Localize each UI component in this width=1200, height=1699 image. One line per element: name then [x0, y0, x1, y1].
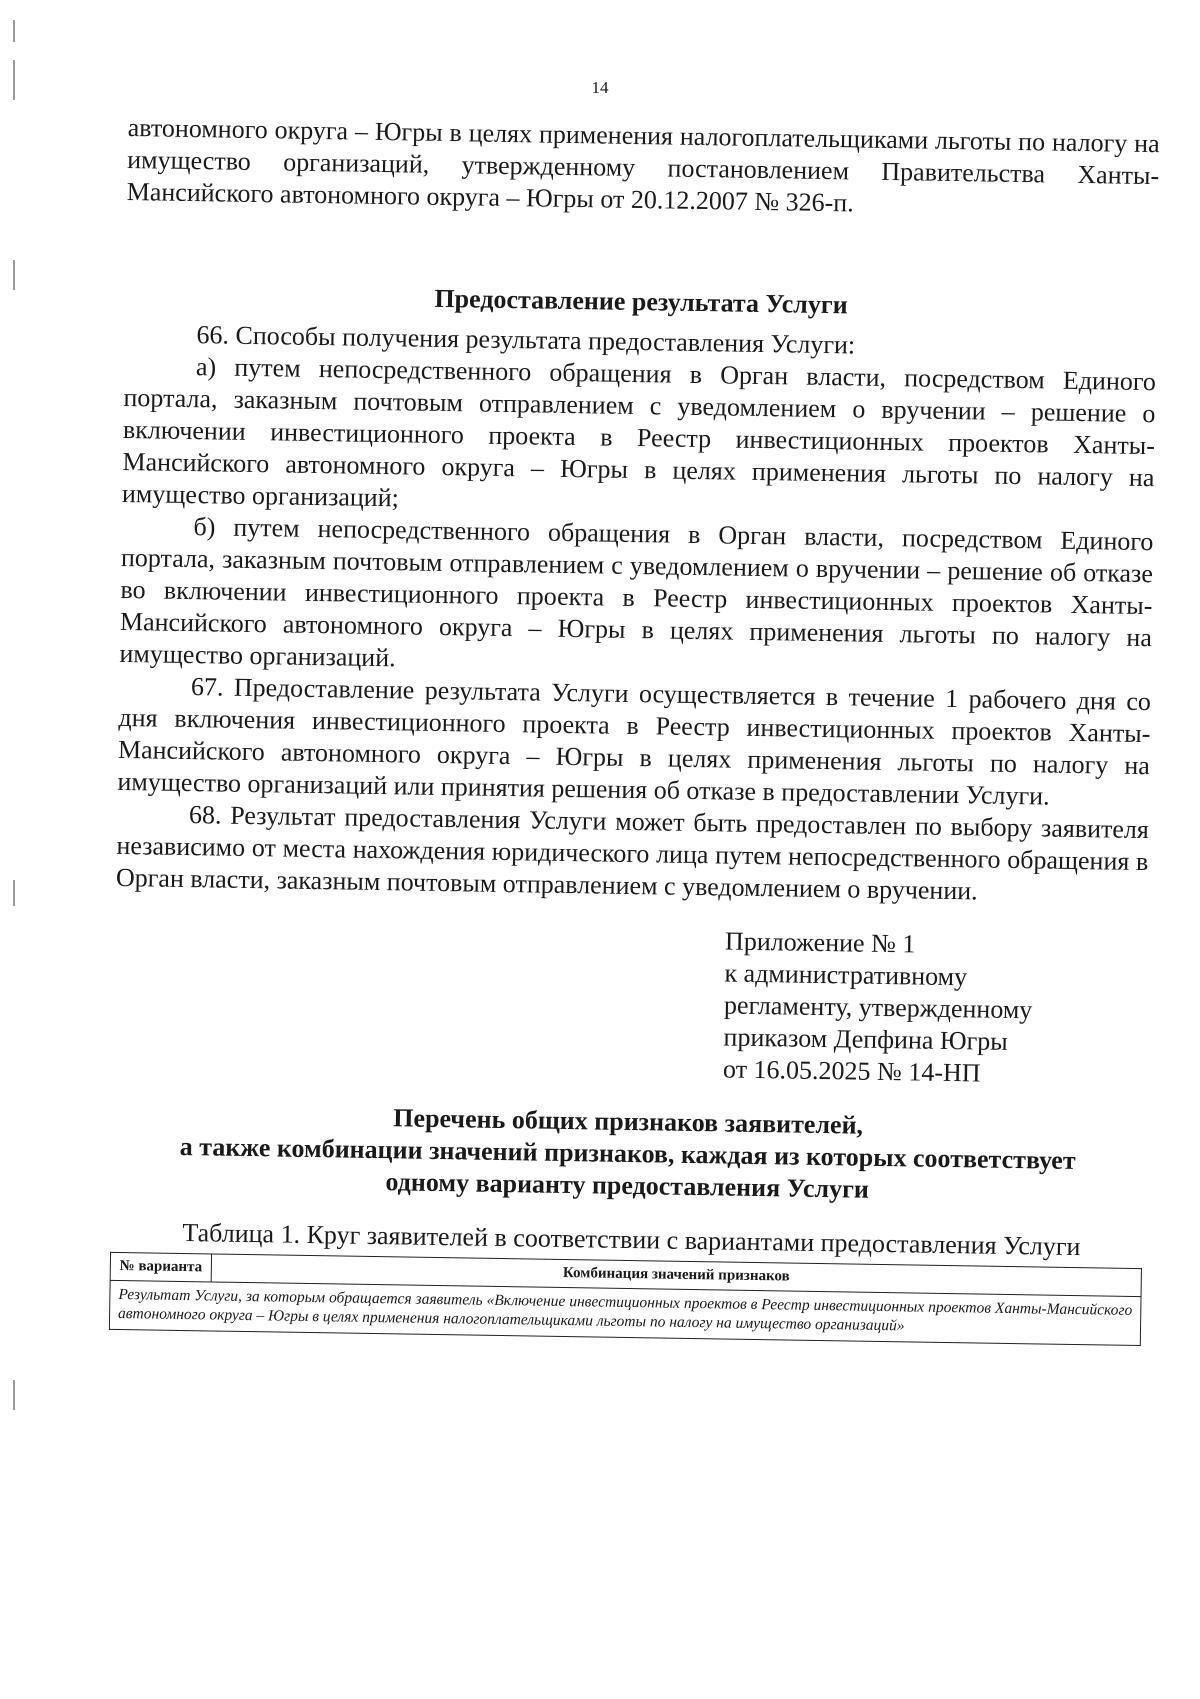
binding-mark	[13, 20, 15, 42]
section-heading: Предоставление результата Услуги	[434, 283, 848, 320]
binding-mark	[13, 260, 15, 290]
paragraph-66a: а) путем непосредственного обращения в Орган власти, посредством Единого портала, заказным почтовым отправлением с уведомлением о вручении – решение о включении инвестиционного проекта в Реестр инвестиционных проектов Ханты-Мансийского автономного округа – Югры в целях применения льготы по налогу на имущество организаций;	[121, 352, 1157, 513]
column-header-number: № варианта	[110, 1252, 211, 1282]
appendix-line: к административному	[724, 958, 968, 992]
appendix-block	[723, 925, 1147, 1092]
page-number: 14	[591, 78, 609, 97]
binding-mark	[13, 1380, 15, 1410]
appendix-line: регламенту, утвержденному	[723, 990, 1033, 1025]
appendix-line: Приложение № 1	[724, 926, 916, 959]
list-heading-line: одному варианту предоставления Услуги	[385, 1167, 870, 1204]
paragraph-66: 66. Способы получения результата предоставления Услуги:	[196, 320, 856, 360]
paragraph-66b: б) путем непосредственного обращения в Орган власти, посредством Единого портала, заказным почтовым отправлением с уведомлением о вручении – решение об отказе во включении инвестиционного проекта в Реестр инвестиционных проектов Ханты-Мансийского автономного округа – Югры в целях применения льготы по налогу на имущество организаций.	[119, 512, 1154, 673]
appendix-line: приказом Депфина Югры	[723, 1022, 1009, 1056]
list-heading-line: Перечень общих признаков заявителей,	[393, 1103, 864, 1140]
table-caption: Таблица 1. Круг заявителей в соответствии с вариантами предоставления Услуги	[182, 1217, 1081, 1262]
applicants-table	[109, 1252, 1142, 1346]
table-row-text: Результат Услуги, за которым обращается заявитель «Включение инвестиционных проектов в Реестр инвестиционных проектов Ханты-Мансийского автономного округа – Югры в целях применения налогоплательщиками льготы по налогу на имущество организаций»	[109, 1280, 1141, 1345]
paragraph-67: 67. Предоставление результата Услуги осуществляется в течение 1 рабочего дня со дня включения инвестиционного проекта в Реестр инвестиционных проектов Ханты-Мансийского автономного округа – Югры в целях применения льготы по налогу на имущество организаций или принятия решения об отказе в предоставлении Услуги.	[117, 672, 1152, 811]
appendix-line: от 16.05.2025 № 14-НП	[722, 1054, 981, 1088]
column-header-combination: Комбинация значений признаков	[211, 1254, 1141, 1297]
paragraph-68: 68. Результат предоставления Услуги может быть предоставлен по выбору заявителя независимо от места нахождения юридического лица путем непосредственного обращения в Орган власти, заказным почтовым отправлением с уведомлением о вручении.	[115, 800, 1150, 906]
list-heading-line: а также комбинации значений признаков, каждая из которых соответствует	[179, 1131, 1076, 1176]
continuation-paragraph: автономного округа – Югры в целях применения налогоплательщиками льготы по налогу на имущество организаций, утвержденному постановлением Правительства Ханты-Мансийского автономного округа – Югры от 20.12.2007 № 326-п.	[126, 112, 1160, 218]
document-body	[109, 112, 1160, 1346]
binding-mark	[13, 880, 15, 906]
